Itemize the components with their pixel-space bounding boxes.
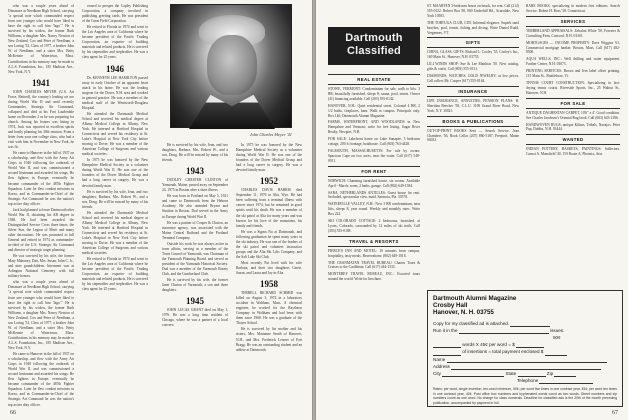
classified-column-1: [328, 72, 420, 408]
column-text: [8, 90, 74, 408]
obituary-paragraph: who was a couple years ahead of Dinsmore at Needham High School, carrying "a special note which commanded respect from one younger who would have liked to have the right to call him 'Iago'." He is survived by his widow, the former Ruth Williams, a daughter Mrs. Nancy Newton of New Zealand, Cox and Peter of Needham, a son Loring '52, Class of 1977, a brother John W. of Needham, and a sister Mrs. Betty McKenzie of Watertown, Mass. Contributions in his memory may be made to A.L.S. Foundation, Inc., 185 Madison Ave., New York, N.Y.: [8, 4, 74, 74]
classified-ad: FARMS, WATERFRONT, AND WOODLANDS in New Hampshire and Vermont; write for free listing. Sugar River Realty, Newport, N.H.: [328, 120, 420, 135]
page-number: 67: [612, 410, 618, 416]
total-label: of insertions = total payment enclosed $: [462, 349, 544, 355]
class-year-heading: 1958: [260, 279, 278, 290]
classified-column-2: [427, 4, 519, 286]
classified-ad: ST. MAARTEN 3-bedroom house on beach, for rent. Call (212) 555-0122. Robert Box 58, 060 Underhill Rd., Scarsdale, New York 10583.: [427, 4, 519, 18]
insertions-field[interactable]: [433, 351, 461, 356]
class-year-heading: 1952: [260, 176, 278, 187]
state-label: State: [505, 371, 517, 377]
obituary-paragraph: He attended the Dartmouth Medical School and received his medical degree at Albany Medical College in Albany, New York. He interned at Hartford Hospital in Connecticut and served his residency at St. Luke's Hospital in New York City before moving to Dover. He was a member of the American College of Surgeons and various medical societies.: [82, 111, 148, 157]
column-1: [8, 4, 74, 408]
zip-label: Zip: [546, 371, 554, 377]
obituary-paragraph: He was survived by his wife, the former Mary Mahoney, Dan, Mrs. Susan, John C. Jr., and nine grandchildren. Interment was at Arlington National Cemetery with full military honors.: [8, 254, 74, 279]
class-year-heading: 1941: [32, 77, 50, 88]
copy-label: Copy for my classified ad is attached.: [433, 320, 510, 326]
masthead-subtitle: Classified: [347, 45, 401, 57]
form-title: Dartmouth Alumni Magazine: [433, 295, 517, 302]
form-line-telephone: [433, 377, 617, 384]
column-text: [162, 143, 228, 163]
section-heading-services: SERVICES: [526, 16, 620, 27]
column-text: [236, 143, 302, 173]
photo-collar: [189, 91, 275, 129]
obituary-paragraph: In 1975 he was honored by the New Hampshire Medical Society as a volunteer during World War II. He was one of the founders of the Dover Medical Group and had a long career in surgery. He was a devoted family man.: [236, 143, 302, 173]
column-text: [162, 178, 228, 293]
photo-face: [207, 35, 257, 95]
form-address-line-1: Crosby Hall: [433, 302, 468, 310]
form-line-address: [433, 363, 617, 370]
column-text: [236, 188, 302, 276]
classified-ad: CHINA, GLASS, GIFTS: Richard L. Cooley '55, Cooley's Inc., 160 Main St., Hanover, N.H. 03755.: [427, 50, 519, 60]
name-label: Name: [433, 356, 446, 362]
obituary-paragraph: He is survived by his wife, Jean, and two daughters, Barbara, Mrs. Robert W., and a son, Doug. He will be missed by many of his friends.: [82, 189, 148, 209]
class-year-heading: 1943: [186, 166, 204, 177]
form-line-copy: [433, 320, 617, 327]
obituary-paragraph: He is survived by his wife, the former Janet Clinton of Yarmouth, a son and three daughters.: [162, 278, 228, 293]
obituary-paragraph: He attended the Dartmouth Medical School and received his medical degree at Albany Medical College in Albany, New York. He interned at Hartford Hospital in Connecticut and served his residency at St. Luke's Hospital in New York City before moving to Dover. He was a member of the American College of Surgeons and various medical societies.: [82, 210, 148, 256]
obituary-paragraph: Dr. KENNETH LEE HAMILTON passed away in early October of an apparent heart attack in his home. He was the leading surgeon for the Dover, N.H. area and worked in general practice. He was a member of the medical staff of the Wentworth-Douglass Hospital.: [82, 75, 148, 110]
classified-ad: THE TORTUGA CLUB, LTD. Informal elegance. Superb sand beaches, pool, tennis, fishing and diving. Write Daniel Rudd, Vergennes, VT.: [427, 20, 519, 35]
form-rates-text: Rates: per word, single insertion, ten-word minimum, 50¢; per word five times in one contract year, 45¢; per word ten times in one contract year, 40¢. Post office box numbers and hyphenated words count as two words. Street numbers and zip numbers count as one word. No charge for class numerals. Deadline for classified ads is the 20th of the month preceding publication, accompanied by payment in full.: [433, 387, 617, 405]
obituary-paragraph: who was a couple years ahead of Dinsmore at Needham High School, carrying "a special note which commanded respect from one younger who would have liked to have the right to call him 'Iago'." He is survived by his widow, the former Ruth Williams, a daughter Mrs. Nancy Newton of New Zealand, Cox and Peter of Needham, a son Loring '52, Class of 1977, a brother John W. of Needham, and a sister Mrs. Betty McKenzie of Watertown, Mass. Contributions in his memory may be made to A.L.S. Foundation, Inc., 185 Madison Ave., New York, N.Y.: [8, 280, 74, 350]
classified-ad: MONTEREY TRAVEL BUREAU, INC.: Escorted tours around the world. Write for brochure.: [328, 272, 420, 282]
portrait-photo: [170, 4, 292, 128]
form-line-total: [433, 348, 617, 355]
classified-ad: PRINTING SERVICES: Brown and Ives label offset printing. 115 Main St., Brattleboro, Vt.: [526, 69, 620, 79]
form-line-name: [433, 356, 617, 363]
cost-label: 50¢: [553, 335, 561, 341]
obituary-paragraph: He retired to Florida in 1974 and went to the Los Angeles area of California where he became president of the Pacific Trading Corporation, an exporter of building materials and related products. He is survived by his stepmother and stepbrother. He was a class agent for 25 years.: [82, 257, 148, 292]
form-line-words: [433, 341, 617, 348]
classified-ad: WATERVILLE VALLEY, N.H.: New 3 BR condominium, near lifts, sleeps 8, year round. Weekly and monthly rates. Write Box 222.: [328, 202, 420, 217]
words-label: words X 45¢ per word =: [462, 342, 511, 348]
form-line-city: [433, 370, 617, 377]
column-2: [82, 4, 148, 408]
right-page: [316, 0, 628, 420]
class-year-heading: 1946: [106, 63, 124, 74]
form-line-run: [433, 327, 617, 334]
obituary-paragraph: JOHN CHARLES MEYER (U.S. Air Force, Retired), the country's leading air ace during World War II and until recently Commander, Strategic Air Command, collapsed and died at his Fort Lauderdale home on December 2 as he was preparing for church. Among his honors was listing in 1974, Jack was reported in excellent spirits and busily planning his 30th reunion. From a letter from your one college class, who had a visit with him in November in New York, he was fit.: [8, 89, 74, 150]
classified-ad: FALMOUTH, MASSACHUSETTS: For sale by owner. Spacious Cape on two acres, near the water. Call (617) 548-0911.: [328, 148, 420, 163]
classified-ad: HANOVER, N.H.: Quiet residential street. Colonial 4 BR, 2 1/2 baths, fireplaces, barn. Walk to campus. Principals only. Box 146, Dartmouth Alumni Magazine.: [328, 103, 420, 118]
classified-ad: THE CRANMATAN TRAVEL BUREAU: Charter Tours & Cruises to the Caribbean. Call (617) 444-1333.: [328, 260, 420, 270]
classified-ad: INDIAN POTTERY, BASKETS, PAINTINGS: Sollectors. Carnot A. Mansfield '40, 150 Route A, Phoenix, Ariz.: [526, 147, 620, 157]
classified-ad: MORTGAGES — INCOME PROPERTY: Dave Wiggins '61, Commercial mortgage banker. Boston, Mass. Call (617) 482-8500.: [526, 40, 620, 55]
telephone-field[interactable]: [539, 379, 593, 384]
masthead-title: Dartmouth: [345, 32, 403, 44]
obituary-paragraph: ceased to prosper the Copley Publishing Corporation, a company involved in publishing greeting cards. He was president of the Great Field Corporation.: [82, 4, 148, 24]
obituary-paragraph: He was a Sigma Nu at Dartmouth, and following graduation he spent many years in the ski industry. He was one of the leaders of the ski patrol and volunteer instruction groups and the Alta Ski Lifts Company, and the Salt Lake Ski Club.: [236, 229, 302, 259]
classified-ad: ANTIQUE DAGHESTAN CARPET, 10'6" x 4'. Good condition. See Charles Jacobsen's Oriental Rug book. Call (603) 643-2186.: [526, 110, 620, 120]
obituary-paragraph: He retired to Florida in 1974 and went to the Los Angeles area of California where he became president of the Pacific Trading Corporation, an exporter of building materials and related products. He is survived by his stepmother and stepbrother. He was a class agent for 25 years.: [82, 25, 148, 60]
classified-order-form: [427, 290, 623, 407]
section-heading-books: BOOKS & PUBLICATIONS: [427, 116, 519, 127]
obituary-paragraph: Most recently Pat lived with his wife Barbara, and their two daughters Carrie, Susan, and Laura and Jay in Alta.: [236, 260, 302, 276]
obituary-paragraph: DUDLEY CHESTER CLINTON of Yarmouth, Maine, passed away on September 24, 1975 in Boston after a short illness.: [162, 178, 228, 193]
classified-ad: SKI COLORADO COTTAGE: 2 bedrooms, furnished, at Lyons, Colorado, surrounded by 12 miles of ski trails. Call (303) 555-0188.: [328, 219, 420, 233]
column-text: [8, 4, 74, 75]
column-text: [82, 4, 148, 61]
section-heading-real-estate: REAL ESTATE: [328, 74, 420, 85]
classified-ad: DIAMONDS, WATCHES, GOLD JEWELRY: at low prices. Call collect Mr. Cooper (617) 555-0164.: [427, 74, 519, 83]
section-heading-insurance: INSURANCE: [427, 86, 519, 97]
classified-ad: OUT-OF-PRINT BOOKS Sent — Search Service. Jean Chambers '56, Book Cellar (207) 860-5187. Freeport, Maine 04032.: [427, 128, 519, 143]
section-heading-for-sale: FOR SALE: [526, 98, 620, 109]
total-field[interactable]: [545, 351, 567, 356]
photo-caption: John Charles Meyer '41: [249, 132, 292, 137]
city-label: City: [433, 371, 441, 377]
classified-ad: STOWE, VERMONT: Condominium for sale, walk to lifts. 3 BR, beautifully furnished, sleeps 8; sauna, pool, tennis. Owner (41) financing available. Call (203) 555-0142.: [328, 87, 420, 101]
section-heading-for-rent: FOR RENT: [328, 166, 420, 177]
dollar-sign: $: [512, 342, 515, 348]
obituary-paragraph: In 1975 he was honored by the New Hampshire Medical Society as a volunteer during World War II. He was one of the founders of the Dover Medical Group and had a long career in surgery. He was a devoted family man.: [82, 158, 148, 188]
classified-ad: SABA, NETHERLANDS ANTILLES: Guest house for rent. Secluded, spectacular view, maid. Sarasota, Fla. 33578.: [328, 190, 420, 200]
obituary-paragraph: Jack had planned to leave Dartmouth after World War II, obtaining his AB degree in 1948. He had been awarded the Distinguished Service Cross three times, the Silver Star, the Legion of Merit and many other decorations. He was promoted to full General and retired in 1974 as commander-in-chief of the U.S. Strategic Air Command and director of strategic target planning.: [8, 207, 74, 253]
obituary-paragraph: He was born in Portland on May 5, 1921 and came to Dartmouth from the Hebron Academy. He also attended Bryant and Stratton in Boston. Dud served in the Army in Europe during World War II.: [162, 194, 228, 219]
page-number: 66: [10, 410, 16, 416]
obituary-paragraph: He came to Hanover in the fall of 1937 on a scholarship, and flew with the Army Air Corps in 1940 following the outbreak of World War II, and was commissioned a second lieutenant and awarded his wings. He flew fighters in Europe; eventually he became commander of the 487th Fighter Squadron. Later he flew combat missions in Korea, and as Commander-in-Chief of the Strategic Air Command he was the nation's top active duty officer.: [8, 352, 74, 407]
run-in-field[interactable]: [459, 329, 549, 334]
classified-ad: TENNIS COURT CONSTRUCTION: Specializing in fast-drying tennis courts. Riverside Sports, Inc., 25 Walnut St., Hanover, N.H.: [526, 80, 620, 95]
obituary-paragraph: He came to Hanover in the fall of 1937 on a scholarship, and flew with the Army Air Corps in 1940 following the outbreak of World War II, and was commissioned a second lieutenant and awarded his wings. He flew fighters in Europe; eventually he became commander of the 487th Fighter Squadron. Later he flew combat missions in Korea, and as Commander-in-Chief of the Strategic Air Command he was the nation's top active duty officer.: [8, 151, 74, 206]
classified-ad: NORWICH: Charming furnished house, six rooms. Available April - March; room, 2 baths, garage. Call (802) 649-1384.: [328, 178, 420, 188]
obituary-paragraph: TERRELL RICHARD SCHMID was killed on August 3, 1974 in a laboratory accident in Waltham, Mass. A chemical engineer, he worked for the Raytheon Company in Waltham and had been with them since 1968. He was a graduate of the Thayer School.: [236, 291, 302, 326]
classified-ad: LIFE INSURANCE, ANNUITIES, PENSION PLANS: B. Sheridan Beecher '58, C.L.U. 1100 Grand River Road, New York, N.Y. 10021.: [427, 98, 519, 113]
section-heading-gifts: GIFTS: [427, 37, 519, 48]
classified-masthead: [328, 27, 420, 65]
classified-ad: TIMBERLAND APPRAISALS: Zebulon White '58, Forester & Consulting Firm, Concord, N.H. 03301.: [526, 28, 620, 38]
address-label: Address: [433, 363, 450, 369]
classified-ad: LILI WINDS SHOP: Sue & Lee Matthias '50. New catalog, gifts & crafts. Call (803) 555-0131.: [427, 62, 519, 72]
obituary-paragraph: He was a partner of Cooper & Clinton, an insurance agency, was associated with the Maine Central Railroad and the Portland Terminal Company.: [162, 220, 228, 240]
column-text: [162, 308, 228, 328]
obituary-paragraph: He is survived by his wife, Jean, and two daughters, Barbara, Mrs. Robert W., and a son, Doug. He will be missed by many of his friends.: [162, 143, 228, 163]
obituary-paragraph: JOHN LUCAS GRANT died on May 1, 1976. He was a long time resident of Chicago, where he was a partner of a local concern.: [162, 308, 228, 328]
class-year-heading: 1945: [186, 296, 204, 307]
column-3: [162, 143, 228, 408]
column-text: [236, 291, 302, 353]
column-text: [82, 76, 148, 293]
issues-label: issues.: [550, 327, 565, 333]
classified-ad: PIERCE'S INN AND MOTEL: 10 minutes from campus, hospitality, tasty meals. Reservations: (802) 649-1018.: [328, 248, 420, 258]
classified-column-3: [526, 4, 620, 286]
classified-ad: HANDWOVEN RUGS: antique Kilims, Tribals, Navajos. Peter Pap, Dublin, N.H. 03444.: [526, 122, 620, 132]
obituary-paragraph: Outside his work he was always active in town affairs, serving as a member of the Town Council of Yarmouth, was Chairman of the Yarmouth Planning Board, and served as president of the Yarmouth Historical Society. Dud was a member of the Yarmouth Rotary Club, and the Cumberland Club.: [162, 241, 228, 277]
left-page: [0, 0, 312, 420]
obituary-paragraph: He is survived by his mother and his sisters, Mrs. Marianne Smith of Hanover, N.H., and Mrs. Frederick Leisner of Fort Bragg. He was an outstanding student and an athlete at Dartmouth.: [236, 327, 302, 352]
section-heading-travel-resorts: TRAVEL & RESORTS: [328, 236, 420, 247]
telephone-label: Telephone: [517, 378, 539, 384]
form-line-cost: [433, 334, 617, 341]
city-field[interactable]: [442, 372, 504, 377]
obituary-paragraph: CHARLES DAVIS HARRIS died September 11, 1976 in Alta, Wyo. He had been suffering from a terminal illness with cancer since 1974, but he remained in good spirits until his death. He was a member of the ski patrol at Alta for many years and was known for his love of the mountains, his family and friends.: [236, 188, 302, 228]
section-heading-wanted: WANTED: [526, 134, 620, 145]
classified-ad: AQUA WELLS, INC.: Well drilling and water equipment. Further Center, N.H. 03073.: [526, 57, 620, 67]
classified-ad: FOR SALE: Lakefront home on Lake Sunapee, 5 bedroom cottage, 200 ft frontage, boathouse. Call (603) 763-4428.: [328, 137, 420, 147]
column-4: [236, 143, 302, 408]
classified-ad: RARE BOOKS, specializing in modern first editions. Search Service. Robert H. Ross '38. Connecticut.: [526, 4, 620, 13]
form-address-line-2: Hanover, N. H. 03755: [433, 309, 494, 317]
run-in-label: Run it in the: [433, 327, 458, 333]
